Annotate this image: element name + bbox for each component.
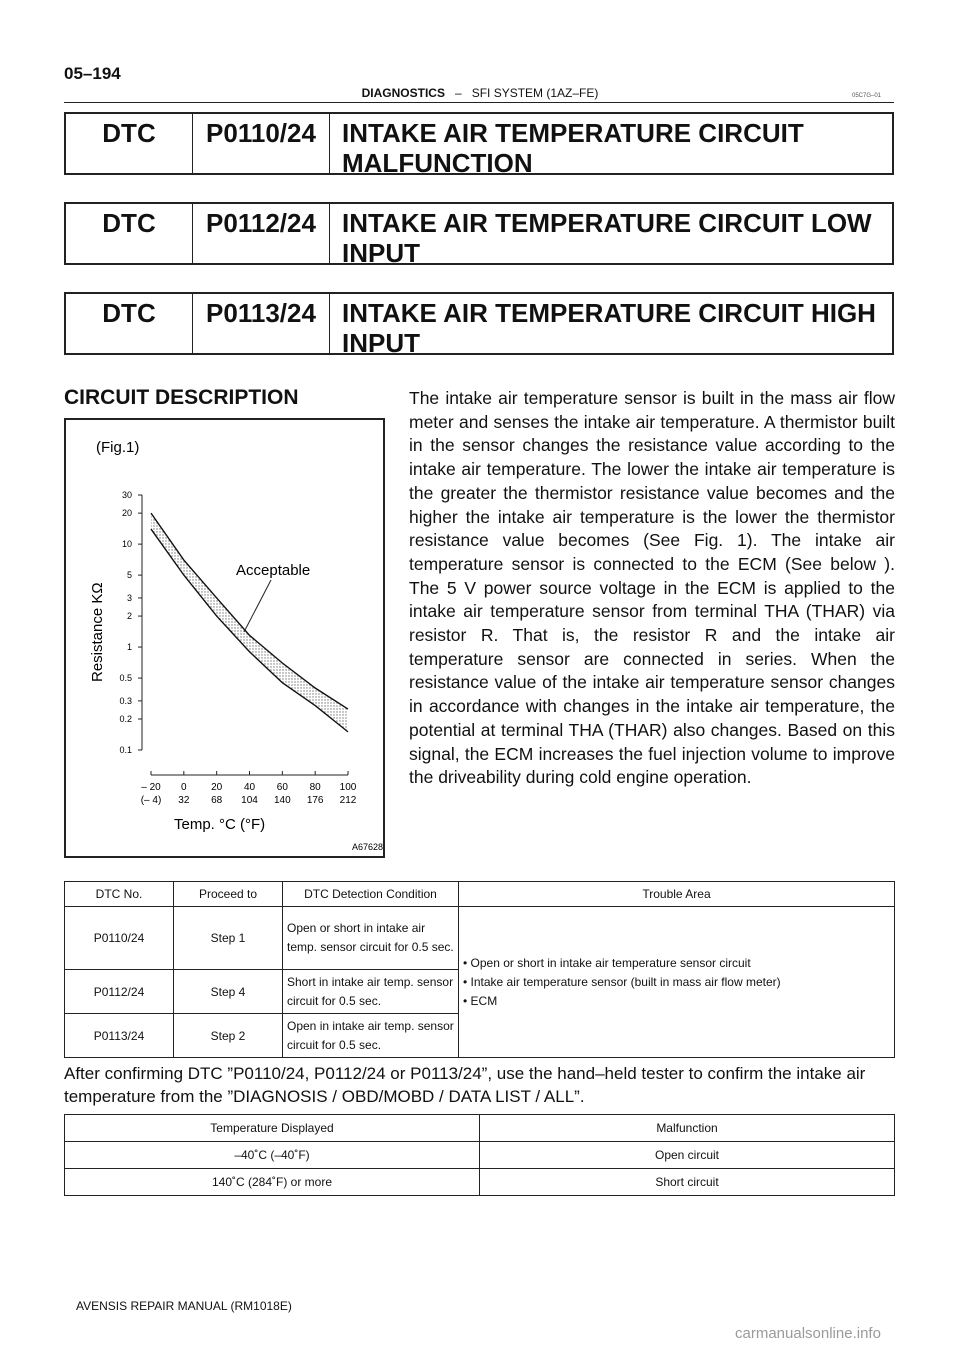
page-number: 05–194	[64, 64, 121, 83]
proceed-to-cell: Step 2	[174, 1014, 283, 1058]
col-proceed-to: Proceed to	[174, 882, 283, 907]
x-tick-label-fahrenheit: (– 4)	[140, 795, 162, 806]
col-trouble-area: Trouble Area	[459, 882, 895, 907]
trouble-area-item: • Intake air temperature sensor (built in mass air flow meter)	[463, 974, 781, 989]
table-header-row	[65, 1115, 895, 1142]
trouble-area-item: • ECM	[463, 993, 498, 1008]
x-tick-label-fahrenheit: 212	[339, 795, 357, 806]
x-tick-label-fahrenheit: 104	[241, 795, 258, 806]
proceed-to-cell: Step 4	[174, 970, 283, 1014]
x-axis-label: Temp. °C (°F)	[174, 816, 266, 833]
x-tick-label-celsius: – 20	[141, 782, 161, 793]
manual-footer: AVENSIS REPAIR MANUAL (RM1018E)	[76, 1299, 292, 1313]
header-section: DIAGNOSTICS	[361, 86, 445, 100]
running-header	[0, 86, 960, 100]
col-detection-condition: DTC Detection Condition	[283, 882, 459, 907]
confirmation-instructions: After confirming DTC ”P0110/24, P0112/24 or P0113/24”, use the hand–held tester to confirm the intake air temperature from the ”DIAGNOSIS / OBD/MOBD / DATA LIST / ALL”.	[64, 1064, 866, 1106]
x-tick-label-fahrenheit: 140	[273, 795, 291, 806]
condition-cell: Short in intake air temp. sensor circuit for 0.5 sec.	[283, 970, 459, 1014]
dtc-table	[64, 881, 895, 1058]
x-tick-label-fahrenheit: 68	[211, 795, 223, 806]
dtc-code: P0112/24	[193, 204, 330, 263]
y-tick-label: 30	[121, 490, 132, 500]
dtc-label: DTC	[66, 294, 193, 353]
trouble-area-item: • Open or short in intake air temperature sensor circuit	[463, 955, 751, 970]
dtc-no-cell: P0113/24	[65, 1014, 174, 1058]
dtc-title-box-p0110	[64, 112, 894, 178]
resistance-chart	[66, 420, 383, 856]
x-tick-label-celsius: 40	[243, 782, 256, 793]
dtc-title-box-p0112	[64, 202, 894, 268]
x-tick-label-fahrenheit: 176	[306, 795, 324, 806]
y-tick-label: 10	[121, 539, 132, 550]
dtc-title-line-1: INTAKE AIR TEMPERATURE CIRCUIT HIGH	[342, 298, 876, 328]
dtc-title	[330, 204, 892, 268]
y-tick-label: 5	[126, 570, 132, 581]
trouble-area-cell	[459, 907, 895, 1058]
col-temperature-displayed: Temperature Displayed	[65, 1115, 480, 1142]
dtc-code: P0110/24	[193, 114, 330, 173]
temperature-cell: –40˚C (–40˚F)	[65, 1142, 480, 1169]
watermark: carmanualsonline.info	[735, 1325, 881, 1342]
condition-cell: Open in intake air temp. sensor circuit for 0.5 sec.	[283, 1014, 459, 1058]
figure-box	[64, 418, 385, 858]
col-dtc-no: DTC No.	[65, 882, 174, 907]
x-tick-label-celsius: 60	[276, 782, 288, 793]
dtc-code: P0113/24	[193, 294, 330, 353]
upper-limit-line	[151, 513, 348, 709]
dtc-title	[330, 294, 892, 358]
annotation-leader	[244, 580, 271, 632]
acceptable-band-area	[151, 513, 348, 732]
header-separator: –	[454, 86, 462, 100]
dtc-title	[330, 114, 892, 178]
dtc-label: DTC	[66, 114, 193, 173]
y-tick-label: 20	[121, 508, 132, 519]
y-tick-label: 2	[126, 611, 132, 622]
x-tick-label-fahrenheit: 32	[178, 795, 190, 806]
acceptable-band	[151, 513, 348, 732]
annotation-acceptable: Acceptable	[236, 562, 311, 579]
y-tick-label: 1	[126, 642, 132, 653]
x-tick-label-celsius: 20	[211, 782, 223, 793]
dtc-no-cell: P0112/24	[65, 970, 174, 1014]
y-axis-label: Resistance KΩ	[89, 582, 106, 682]
y-tick-label: 0.1	[119, 745, 132, 755]
y-tick-label: 0.3	[119, 695, 132, 706]
y-axis	[119, 490, 142, 755]
dtc-title-line-1: INTAKE AIR TEMPERATURE CIRCUIT LOW	[342, 208, 872, 238]
header-rule	[64, 102, 894, 103]
temperature-cell: 140˚C (284˚F) or more	[65, 1169, 480, 1196]
dtc-title-line-2: MALFUNCTION	[342, 148, 533, 178]
y-tick-label: 0.2	[119, 714, 132, 725]
x-tick-label-celsius: 0	[181, 782, 187, 793]
circuit-description: The intake air temperature sensor is built in the mass air flow meter and senses the intake air temperature. A thermistor built in the sensor changes the resistance value according to the intake air temperature. The lower the intake air temperature is the greater the thermistor resistance value becomes and the higher the intake air temperature is the lower the thermistor resistance value becomes (See Fig. 1). The intake air temperature sensor is connected to the ECM (See below ). The 5 V power source voltage in the ECM is applied to the intake air temperature sensor from terminal THA (THAR) via resistor R. That is, the resistor R and the intake air temperature sensor are connected in series. When the resistance value of the intake air temperature sensor changes in accordance with changes in the intake air temperature, the potential at terminal THA (THAR) also changes. Based on this signal, the ECM increases the fuel injection volume to improve the driveability during cold engine operation.	[409, 388, 895, 788]
dtc-no-cell: P0110/24	[65, 907, 174, 970]
dtc-title-line-2: INPUT	[342, 328, 420, 358]
col-malfunction: Malfunction	[480, 1115, 895, 1142]
table-header-row	[65, 882, 895, 907]
figure-id: A67628	[352, 842, 383, 852]
y-tick-label: 0.5	[119, 673, 132, 684]
x-tick-label-celsius: 80	[309, 782, 321, 793]
temperature-table	[64, 1114, 895, 1196]
proceed-to-cell: Step 1	[174, 907, 283, 970]
header-system: SFI SYSTEM (1AZ–FE)	[471, 86, 599, 100]
table-row	[65, 1142, 895, 1169]
dtc-label: DTC	[66, 204, 193, 263]
table-row	[65, 907, 895, 970]
x-tick-label-celsius: 100	[339, 782, 357, 793]
dtc-title-line-2: INPUT	[342, 238, 420, 268]
table-row	[65, 1169, 895, 1196]
malfunction-cell: Open circuit	[480, 1142, 895, 1169]
y-tick-label: 3	[126, 592, 132, 603]
document-code: 05C7G–01	[852, 93, 882, 99]
malfunction-cell: Short circuit	[480, 1169, 895, 1196]
dtc-title-line-1: INTAKE AIR TEMPERATURE CIRCUIT	[342, 118, 804, 148]
figure-caption: (Fig.1)	[96, 439, 140, 456]
section-title: CIRCUIT DESCRIPTION	[64, 386, 299, 409]
dtc-title-box-p0113	[64, 292, 894, 358]
x-axis	[141, 771, 357, 806]
condition-cell: Open or short in intake air temp. sensor circuit for 0.5 sec.	[283, 907, 459, 970]
